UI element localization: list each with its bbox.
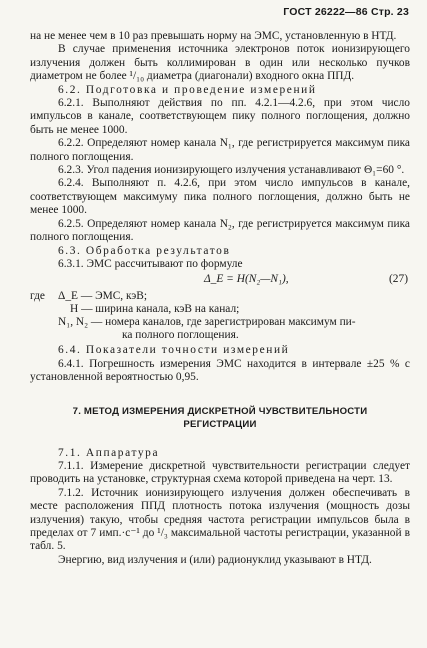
paragraph: 6.2.3. Угол падения ионизирующего излучения устанавливают Θ₁=60 °.: [58, 164, 405, 177]
section-title-line: РЕГИСТРАЦИИ: [183, 418, 257, 430]
formula-expression: Δ_E = H(N₂—N₁),: [204, 273, 289, 286]
subsection-heading: 6.4. Показатели точности измерений: [58, 344, 290, 357]
where-label: где: [30, 290, 45, 303]
paragraph: 6.2.2. Определяют номер канала N₁, где регистрируется максимум пика полного поглощения.: [30, 137, 410, 163]
definition-delta: Δ_E — ЭМС, кэВ;: [58, 290, 148, 303]
formula-definitions: [30, 290, 410, 356]
section-7-title: [30, 405, 410, 431]
paragraph: 6.3.1. ЭМС рассчитывают по формуле: [58, 257, 243, 270]
definition-n: N₁, N₂ — номера каналов, где зарегистрирован максимум пи-: [58, 316, 356, 329]
paragraph: 6.4.1. Погрешность измерения ЭМС находится в интервале ±25 % с установленной вероятностью 0,95.: [30, 357, 410, 384]
formula-27: [30, 272, 410, 288]
paragraph: 6.2.1. Выполняют действия по пп. 4.2.1—4.2.6, при этом число импульсов в канале, соответствующем пику полного поглощения, должно быть не менее 1000.: [30, 97, 410, 136]
page-content: [30, 30, 410, 567]
section-title-line: 7. МЕТОД ИЗМЕРЕНИЯ ДИСКРЕТНОЙ ЧУВСТВИТЕЛЬНОСТИ: [72, 405, 368, 417]
paragraph: 6.2.4. Выполняют п. 4.2.6, при этом число импульсов в канале, соответствующем максимуму пика полного поглощения, должно быть не менее 1000.: [30, 177, 410, 217]
definition-h: H — ширина канала, кэВ на канал;: [70, 303, 240, 316]
paragraph: 7.1.2. Источник ионизирующего излучения должен обеспечивать в месте расположения ППД плотность потока излучения (мощность дозы излучения) такую, чтобы средняя частота регистрации импульсов была в пределах от 7 имп.·с⁻¹ до ¹/₃ максимальной частоты регистрации, указанной в табл. 5.: [30, 486, 410, 553]
subsection-heading: 7.1. Аппаратура: [58, 446, 160, 459]
paragraph: Энергию, вид излучения и (или) радионуклид указывают в НТД.: [58, 553, 372, 566]
subsection-heading: 6.2. Подготовка и проведение измерений: [58, 83, 317, 96]
formula-number: (27): [389, 273, 408, 286]
subsection-heading: 6.3. Обработка результатов: [58, 244, 231, 257]
paragraph: 6.2.5. Определяют номер канала N₂, где регистрируется максимум пика полного поглощения.: [30, 217, 410, 244]
paragraph: на не менее чем в 10 раз превышать норму на ЭМС, установленную в НТД.: [30, 30, 397, 42]
paragraph: В случае применения источника электронов поток ионизирующего излучения должен быть коллимирован в один или несколько пучков диаметром не более ¹/₁₀ диаметра (диагонали) входного окна ППД.: [30, 43, 410, 83]
page-header: ГОСТ 26222—86 Стр. 23: [283, 6, 409, 18]
paragraph: 7.1.1. Измерение дискретной чувствительности регистрации следует проводить на установке, структурная схема которой приведена на черт. 13.: [30, 459, 410, 486]
definition-n-cont: ка полного поглощения.: [122, 329, 239, 342]
